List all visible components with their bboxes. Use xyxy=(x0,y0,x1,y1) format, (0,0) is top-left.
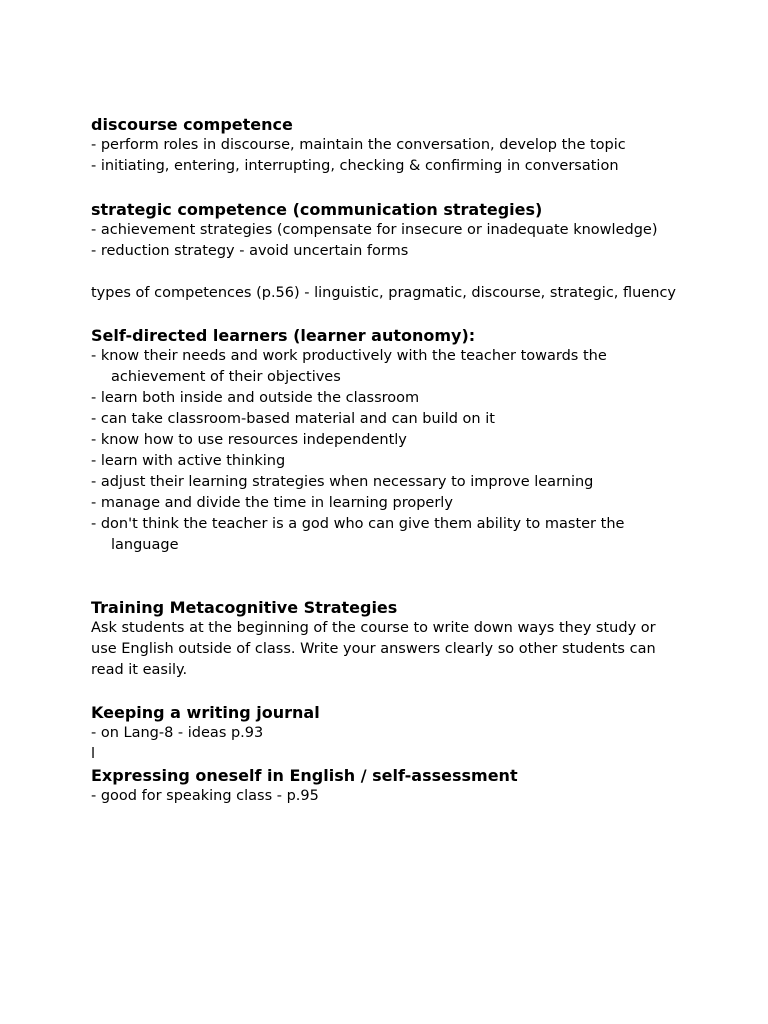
bullet-line: - manage and divide the time in learning properly xyxy=(91,495,453,511)
paragraph-line: Ask students at the beginning of the course to write down ways they study or xyxy=(91,620,656,636)
bullet-line: - don't think the teacher is a god who can give them ability to master the xyxy=(91,516,625,532)
bullet-line: - good for speaking class - p.95 xyxy=(91,788,319,804)
bullet-line: - initiating, entering, interrupting, checking & confirming in conversation xyxy=(91,158,619,174)
section-heading: strategic competence (communication strategies) xyxy=(91,200,543,219)
text-line: types of competences (p.56) - linguistic, pragmatic, discourse, strategic, fluency xyxy=(91,285,676,301)
section-heading: Keeping a writing journal xyxy=(91,703,320,722)
bullet-line: - perform roles in discourse, maintain the conversation, develop the topic xyxy=(91,137,626,153)
bullet-line: - reduction strategy - avoid uncertain forms xyxy=(91,243,409,259)
section-types-of-competences xyxy=(91,283,731,304)
section-self-directed-learners xyxy=(91,325,731,556)
bullet-line: - achievement strategies (compensate for insecure or inadequate knowledge) xyxy=(91,222,658,238)
bullet-continuation: language xyxy=(111,537,179,553)
section-heading: Expressing oneself in English / self-assessment xyxy=(91,766,518,785)
bullet-line: - learn both inside and outside the classroom xyxy=(91,390,420,406)
bullet-line: - on Lang-8 - ideas p.93 xyxy=(91,725,264,741)
section-writing-journal xyxy=(91,702,731,765)
bullet-line: - learn with active thinking xyxy=(91,453,286,469)
section-expressing-oneself xyxy=(91,765,731,807)
bullet-line: - know how to use resources independently xyxy=(91,432,407,448)
paragraph-line: use English outside of class. Write your answers clearly so other students can xyxy=(91,641,656,657)
bullet-continuation: achievement of their objectives xyxy=(111,369,341,385)
bullet-line: - adjust their learning strategies when necessary to improve learning xyxy=(91,474,594,490)
section-heading: Self-directed learners (learner autonomy): xyxy=(91,326,476,345)
stray-character: l xyxy=(91,746,96,762)
section-discourse-competence xyxy=(91,114,731,177)
section-heading: Training Metacognitive Strategies xyxy=(91,598,398,617)
section-training-metacognitive xyxy=(91,597,731,681)
bullet-line: - know their needs and work productively with the teacher towards the xyxy=(91,348,607,364)
paragraph-line: read it easily. xyxy=(91,662,188,678)
bullet-line: - can take classroom-based material and can build on it xyxy=(91,411,495,427)
section-heading: discourse competence xyxy=(91,115,293,134)
section-strategic-competence xyxy=(91,199,731,262)
